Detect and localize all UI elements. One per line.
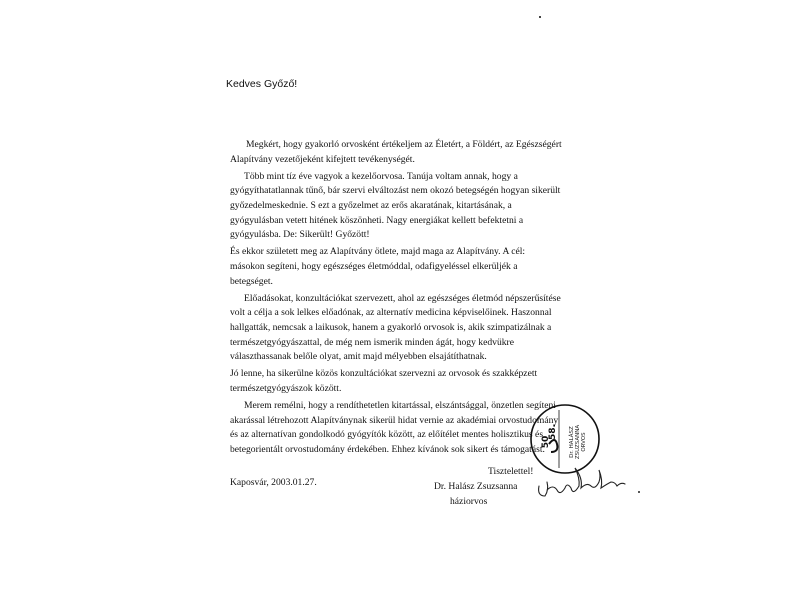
signer-name: Dr. Halász Zsuzsanna [434, 481, 518, 492]
letter-body [230, 138, 562, 460]
stamp-code-left: 50 [541, 435, 551, 449]
stamp-line-1: Dr. HALÁSZ [569, 426, 575, 458]
handwritten-signature [535, 460, 645, 505]
stamp-code-right: 58. [548, 424, 558, 440]
paragraph-2: Több mint tíz éve vagyok a kezelőorvosa. Tanúja voltam annak, hogy a gyógyíthatatlannak tűnő, bár szervi elváltozást nem okozó betegségén hogyan sikerült győzedelmeskednie. S ezt a győzelmet az erős akaratának, kitartásának, a gyógyulásban vetett hitének köszönheti. Nagy energiákat kellett befektetni a gyógyulásba. De: Sikerült! Győzött! [230, 170, 561, 241]
signer-role: háziorvos [450, 496, 488, 507]
paragraph-3: És ekkor született meg az Alapítvány ötlete, majd maga az Alapítvány. A cél: másokon segíteni, hogy egészséges életmóddal, odafigyeléssel elkerüljék a betegséget. [230, 246, 526, 287]
paragraph-1: Megkért, hogy gyakorló orvosként értékeljem az Életért, a Földért, az Egészségért Alapítvány vezetőjeként kifejtett tevékenységét. [230, 139, 562, 165]
stamp-line-3: ORVOS [581, 432, 587, 452]
scan-speck [539, 16, 541, 18]
paragraph-4: Előadásokat, konzultációkat szervezett, ahol az egészséges életmód népszerűsítése volt a célja a sok lelkes előadónak, az alternatív medicina képviselőinek. Haszonnal hallgatták, nemcsak a laikusok, hanem a gyakorló orvosok is, akik szimpatizálnak a természetgyógyászattal, de még nem ismerik minden ágát, hogy kedvükre választhassanak belőle olyat, amit majd mélyebben elsajátíthatnak. [230, 292, 561, 363]
stamp-line-2: ZSUZSANNA [575, 424, 581, 460]
paragraph-5: Jó lenne, ha sikerülne közös konzultációkat szervezni az orvosok és szakképzett természetgyógyászok között. [230, 368, 538, 394]
paragraph-6: Merem remélni, hogy a rendíthetetlen kitartással, elszántsággal, önzetlen segíteni akarással létrehozott Alapítványnak sikerül hidat vernie az akadémiai orvostudomány és az alternatívan gondolkodó gyógyítók között, az előítélet mentes holisztikus és betegorientált orvostudomány érdekében. Ehhez kívánok sok sikert és támogatást. [230, 399, 559, 455]
place-date: Kaposvár, 2003.01.27. [230, 477, 317, 488]
closing-salutation: Tisztelettel! [488, 466, 534, 477]
letter-greeting: Kedves Győző! [226, 78, 298, 90]
